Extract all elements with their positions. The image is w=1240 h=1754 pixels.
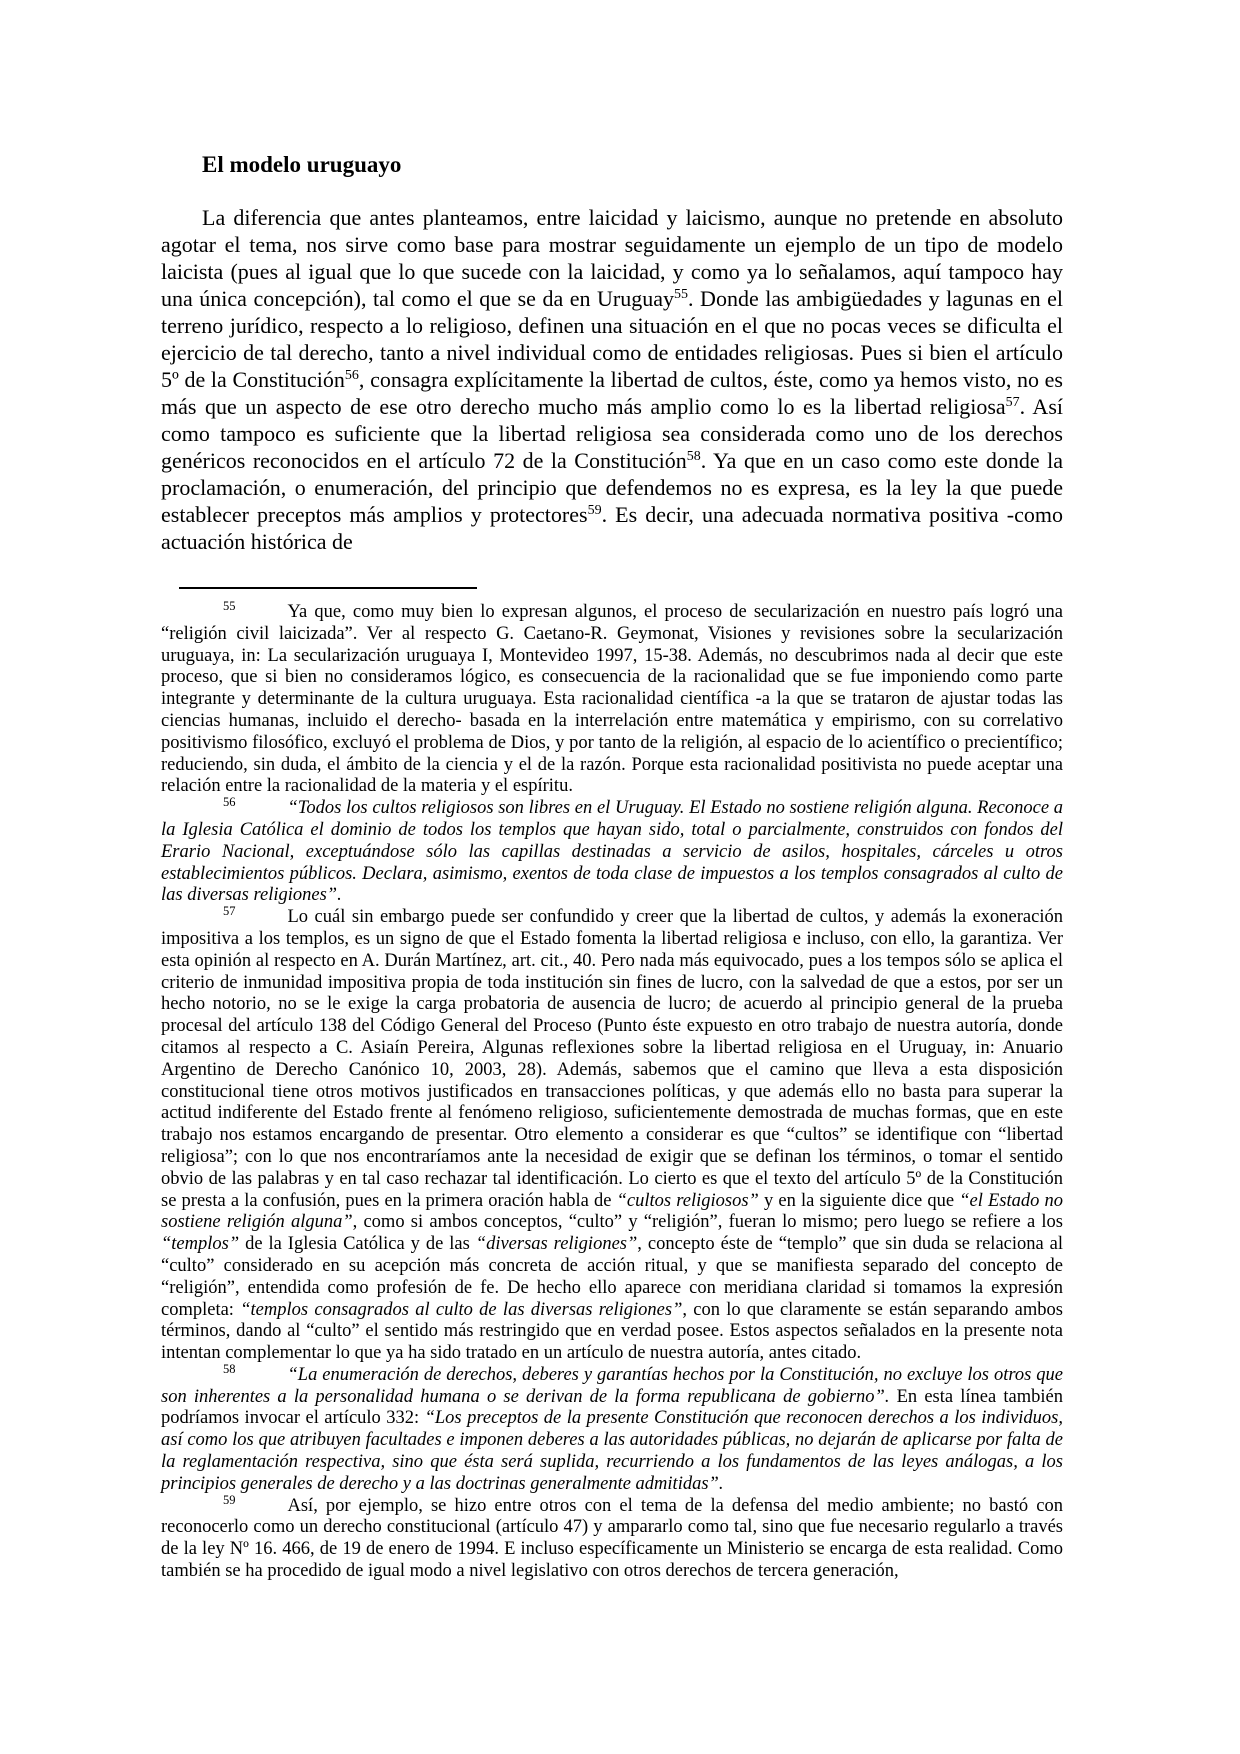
italic-text-run: “Todos los cultos religiosos son libres en el Uruguay. El Estado no sostiene religión alguna. Reconoce a la Iglesia Católica el dominio de todos los templos que hayan sido, total o parcialmente, construidos con fondos del Erario Nacional, exceptuándose sólo las capillas destinadas a servicio de asilos, hospitales, cárceles u otros establecimientos públicos. Declara, asimismo, exentos de toda clase de impuestos a los templos consagrados al culto de las diversas religiones”. <box>161 798 1063 906</box>
text-run: . Donde las ambigüedades y lagunas en el terreno jurídico, respecto a lo religioso, definen una situación en el que no pocas veces se dificulta el ejercicio de tal derecho, tanto a nivel individual como de entidades religiosas. Pues si bien el artículo 5º de la Constitución <box>161 286 1064 392</box>
footnote <box>161 1362 1063 1496</box>
italic-text-run: “Los preceptos de la presente Constitución que reconocen derechos a los individuos, así como los que atribuyen facultades e imponen deberes a las autoridades públicas, no dejarán de aplicarse por falta de la reglamentación respectiva, sino que ésta será suplida, recurriendo a los fundamentos de las leyes análogas, a los principios generales de derecho y a las doctrinas generalmente admitidas”. <box>161 1408 1063 1494</box>
text-run: , con lo que claramente se están separando ambos términos, dando al “culto” el sentido más restringido que en verdad posee. Estos aspectos señalados en la presente nota intentan complementar lo que ya ha sido tratado en un artículo de nuestra autoría, antes citado. <box>161 1299 1063 1364</box>
footnote-number: 56 <box>223 795 236 810</box>
italic-text-run: “templos consagrados al culto de las diversas religiones” <box>240 1299 683 1320</box>
text-run: . Es decir, una adecuada normativa positiva -como actuación histórica de <box>161 502 1063 554</box>
text-run: y en la siguiente dice que <box>758 1190 960 1211</box>
footnote <box>161 1492 1063 1583</box>
text-run: , consagra explícitamente la libertad de cultos, éste, como ya hemos visto, no es más que un aspecto de ese otro derecho mucho más amplio como lo es la libertad religiosa <box>161 367 1063 419</box>
section-heading: El modelo uruguayo <box>202 152 402 177</box>
text-run: de la Iglesia Católica y de las <box>239 1234 476 1255</box>
text-run: Así, por ejemplo, se hizo entre otros con el tema de la defensa del medio ambiente; no bastó con reconocerlo como un derecho constitucional (artículo 47) y ampararlo como tal, sino que fue necesario regularlo a través de la ley Nº 16. 466, de 19 de enero de 1994. E incluso específicamente un Ministerio se encarga de esta realidad. Como también se ha procedido de igual modo a nivel legislativo con otros derechos de tercera generación, <box>161 1495 1063 1582</box>
italic-text-run: “templos” <box>161 1234 240 1255</box>
footnote-reference: 56 <box>344 367 359 383</box>
italic-text-run: “diversas religiones” <box>475 1234 638 1255</box>
footnote-reference: 59 <box>587 502 602 518</box>
footnote-separator <box>179 587 477 589</box>
text-run: . Ya que en un caso como este donde la proclamación, o enumeración, del principio que defendemos no es expresa, es la ley la que puede establecer preceptos más amplios y protectores <box>161 448 1063 527</box>
text-run: En esta línea también podríamos invocar el artículo 332: <box>161 1386 1063 1429</box>
footnote-reference: 57 <box>1005 394 1020 410</box>
footnote <box>161 599 1063 798</box>
body-paragraph <box>161 204 1063 555</box>
footnotes-section <box>161 599 1064 1583</box>
text-run: , concepto éste de “templo” que sin duda se relaciona al “culto” considerado en su acepción más concreta de acción ritual, y que se manifiesta separado del concepto de “religión”, entendida como profesión de fe. De hecho ello aparece con meridiana claridad si tomamos la expresión completa: <box>161 1234 1064 1320</box>
text-run: Lo cuál sin embargo puede ser confundido y creer que la libertad de cultos, y además la exoneración impositiva a los templos, es un signo de que el Estado fomenta la libertad religiosa e incluso, con ello, la garantiza. Ver esta opinión al respecto en A. Durán Martínez, art. cit., 40. Pero nada más equivocado, pues a los tempos sólo se aplica el criterio de inmunidad impositiva propia de toda institución sin fines de lucro, con la salvedad de que a estos, por ser un hecho notorio, no se le exige la carga probatoria de ausencia de lucro; de acuerdo al principio general de la prueba procesal del artículo 138 del Código General del Proceso (Punto éste expuesto en otro trabajo de nuestra autoría, donde citamos al respecto a C. Asiaín Pereira, Algunas reflexiones sobre la libertad religiosa en el Uruguay, in: Anuario Argentino de Derecho Canónico 10, 2003, 28). Además, sabemos que el camino que lleva a esta disposición constitucional tiene otros motivos justificados en transacciones políticas, y que además ello no basta para superar la actitud indiferente del Estado frente al fenómeno religioso, suficientemente demostrada de muchas formas, que en este trabajo nos estamos encargando de presentar. Otro elemento a considerar es que “cultos” se identifique con “libertad religiosa”; con lo que nos encontraríamos ante la necesidad de exigir que se definan los términos, o tomar el sentido obvio de las palabras y en tal caso rechazar tal identificación. Lo cierto es que el texto del artículo 5º de la Constitución se presta a la confusión, pues en la primera oración habla de <box>161 907 1063 1211</box>
text-run: Ya que, como muy bien lo expresan algunos, el proceso de secularización en nuestro país logró una “religión civil laicizada”. Ver al respecto G. Caetano-R. Geymonat, Visiones y revisiones sobre la secularización uruguaya, in: La secularización uruguaya I, Montevideo 1997, 15-38. Además, no descubrimos nada al decir que este proceso, que si bien no consideramos lógico, es consecuencia de la racionalidad que se fue imponiendo como parte integrante y determinante de la cultura uruguaya. Esta racionalidad científica -a la que se trataron de ajustar todas las ciencias humanas, incluido el derecho- basada en la interrelación entre matemática y empirismo, con su correlativo positivismo filosófico, excluyó el problema de Dios, y por tanto de la religión, al espacio de lo acientífico o precientífico; reduciendo, sin duda, el ámbito de la ciencia y el de la razón. Porque esta racionalidad positivista no puede aceptar una relación entre la racionalidad de la materia y el espíritu. <box>161 602 1063 797</box>
text-run: . Así como tampoco es suficiente que la libertad religiosa sea considerada como uno de los derechos genéricos reconocidos en el artículo 72 de la Constitución <box>161 394 1063 473</box>
text-run: La diferencia que antes planteamos, entre laicidad y laicismo, aunque no pretende en absoluto agotar el tema, nos sirve como base para mostrar seguidamente un ejemplo de un tipo de modelo laicista (pues al igual que lo que sucede con la laicidad, y como ya lo señalamos, aquí tampoco hay una única concepción), tal como el que se da en Uruguay <box>161 205 1063 311</box>
footnote-number: 58 <box>223 1362 236 1377</box>
footnote-reference: 58 <box>686 448 701 464</box>
footnote <box>161 795 1063 907</box>
footnote-number: 55 <box>223 599 236 614</box>
footnote-number: 59 <box>223 1492 236 1507</box>
italic-text-run: “cultos religiosos” <box>616 1190 759 1211</box>
text-run: , como si ambos conceptos, “culto” y “religión”, fueran lo mismo; pero luego se refiere a los <box>352 1212 1063 1233</box>
footnote <box>161 904 1064 1365</box>
italic-text-run: “el Estado no sostiene religión alguna” <box>161 1190 1063 1233</box>
italic-text-run: “La enumeración de derechos, deberes y garantías hechos por la Constitución, no excluye los otros que son inherentes a la personalidad humana o se derivan de la forma republicana de gobierno”. <box>161 1364 1063 1407</box>
footnote-reference: 55 <box>674 286 689 302</box>
footnote-number: 57 <box>223 904 236 919</box>
